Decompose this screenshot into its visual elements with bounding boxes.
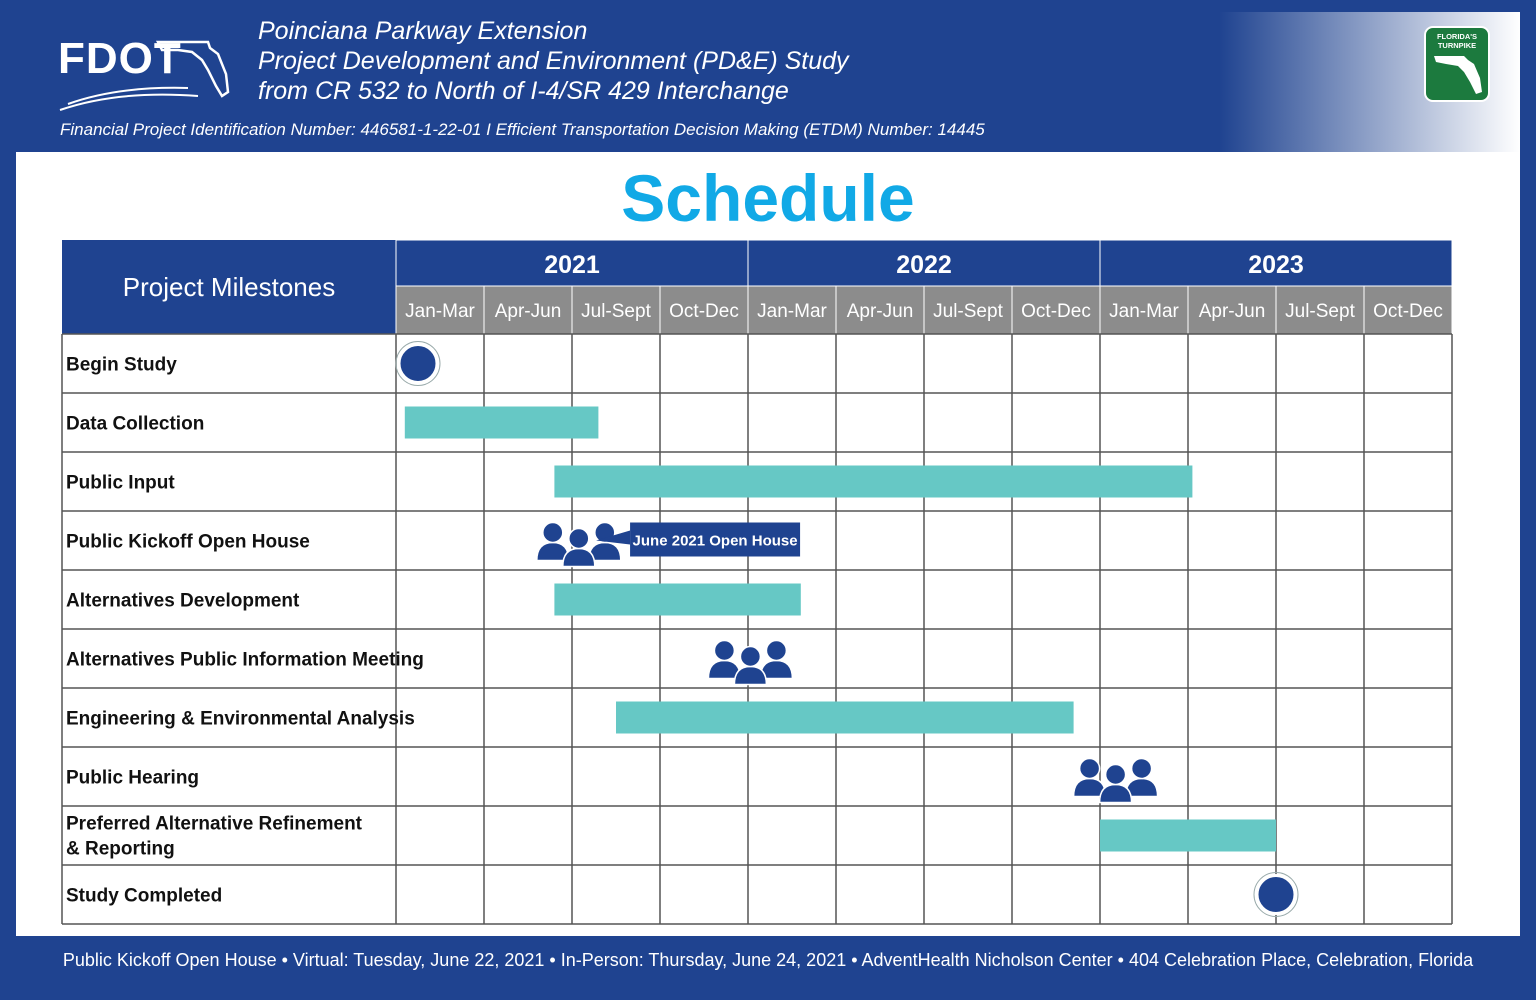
- period-label: Apr-Jun: [1198, 301, 1266, 322]
- meeting-people-icon: [1074, 759, 1158, 803]
- year-label: 2022: [896, 251, 952, 279]
- milestone-label: Public Input: [66, 472, 175, 494]
- period-label: Oct-Dec: [1373, 301, 1443, 322]
- meeting-people-icon: [537, 523, 621, 567]
- period-label: Apr-Jun: [846, 301, 914, 322]
- milestone-label: Preferred Alternative Refinement & Reporting: [66, 813, 363, 860]
- milestone-label: Study Completed: [66, 885, 223, 907]
- milestone-label: Public Hearing: [66, 767, 200, 789]
- period-label: Jul-Sept: [1285, 301, 1355, 322]
- milestone-label: Engineering & Environmental Analysis: [66, 708, 415, 730]
- gantt-bar: [405, 407, 599, 439]
- period-label: Jan-Mar: [1109, 301, 1179, 322]
- milestone-label: Alternatives Public Information Meeting: [66, 649, 424, 671]
- milestone-label: Data Collection: [66, 413, 205, 435]
- period-label: Oct-Dec: [1021, 301, 1091, 322]
- turnpike-label-1: FLORIDA'S: [1436, 32, 1478, 41]
- meeting-people-icon: [708, 641, 792, 685]
- milestone-label: Alternatives Development: [66, 590, 300, 612]
- period-label: Jan-Mar: [405, 301, 475, 322]
- period-label: Jan-Mar: [757, 301, 827, 322]
- callout-label: June 2021 Open House: [632, 532, 798, 550]
- milestone-dot: [399, 345, 437, 383]
- gantt-bar: [1100, 820, 1276, 852]
- fdot-logo-text: FDOT: [58, 34, 182, 83]
- year-label: 2023: [1248, 251, 1304, 279]
- gantt-bar: [554, 584, 800, 616]
- gantt-bar: [554, 466, 1192, 498]
- year-label: 2021: [544, 251, 600, 279]
- header-title-line-1: Poinciana Parkway Extension: [258, 17, 588, 45]
- header-title-line-3: from CR 532 to North of I-4/SR 429 Interchange: [258, 77, 789, 105]
- footer-event-info: Public Kickoff Open House • Virtual: Tuesday, June 22, 2021 • In-Person: Thursday, June 24, 2021 • AdventHealth Nicholson Center • 404 Celebration Place, Celebration, Florida: [62, 950, 1474, 970]
- milestone-dot: [1257, 876, 1295, 914]
- gantt-bar: [616, 702, 1074, 734]
- chart-title: Schedule: [621, 161, 915, 235]
- period-label: Jul-Sept: [933, 301, 1003, 322]
- period-label: Jul-Sept: [581, 301, 651, 322]
- period-label: Apr-Jun: [494, 301, 562, 322]
- period-label: Oct-Dec: [669, 301, 739, 322]
- milestone-label: Begin Study: [66, 354, 177, 376]
- row-header-label: Project Milestones: [122, 272, 336, 302]
- header-title-line-2: Project Development and Environment (PD&E) Study: [258, 47, 849, 75]
- turnpike-label-2: TURNPIKE: [1437, 41, 1477, 50]
- milestone-label: Public Kickoff Open House: [66, 531, 310, 553]
- header-project-numbers: Financial Project Identification Number: 446581-1-22-01 I Efficient Transportation Decision Making (ETDM) Number: 14445: [60, 120, 985, 139]
